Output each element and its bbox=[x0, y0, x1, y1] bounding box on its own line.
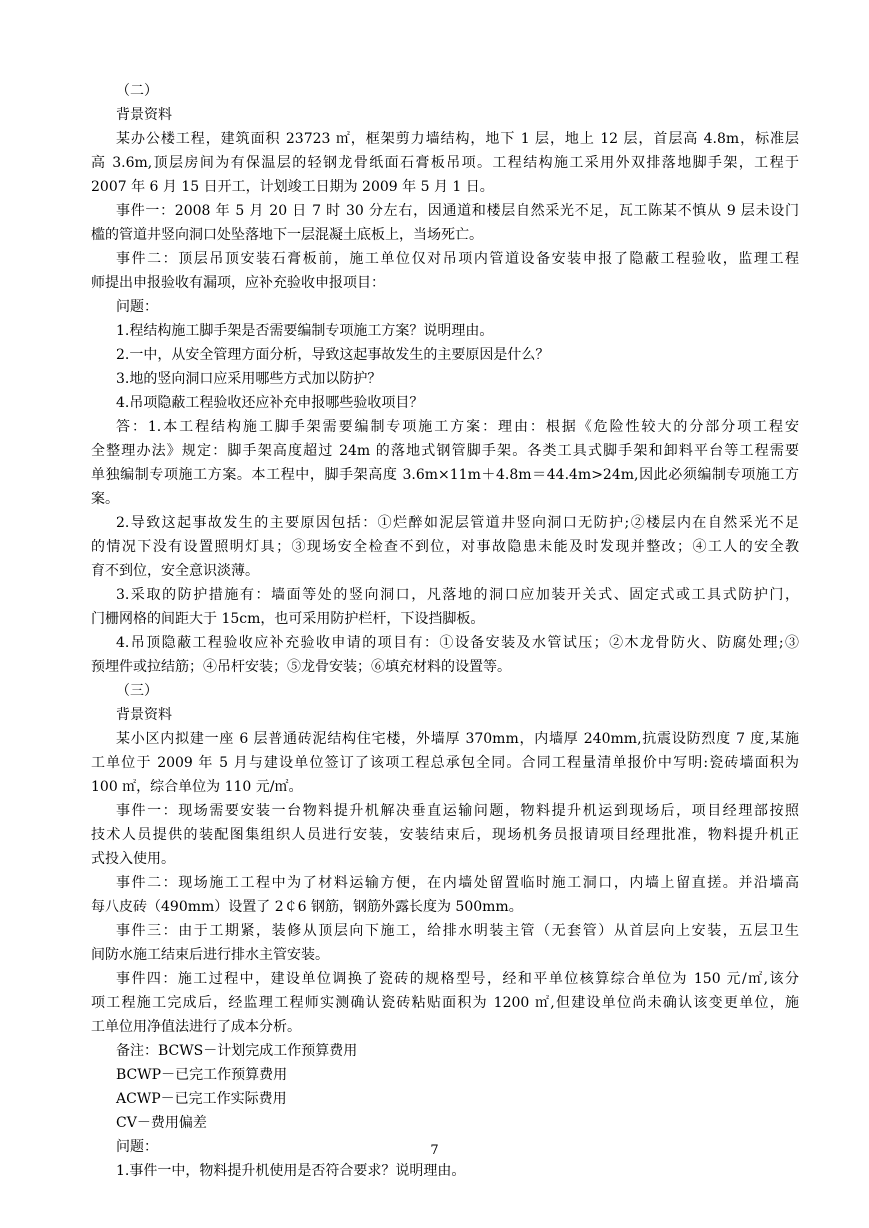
section-heading-3: （三） bbox=[116, 683, 158, 699]
section-heading-2: （二） bbox=[116, 83, 158, 99]
answer-line: 育不到位，安全意识淡薄。 bbox=[91, 563, 259, 579]
subheading-background: 背景资料 bbox=[116, 107, 172, 123]
note-line: BCWP－已完工作预算费用 bbox=[116, 1067, 288, 1083]
question-item: 2.一中，从安全管理方面分析，导致这起事故发生的主要原因是什么？ bbox=[116, 347, 550, 363]
answer-line: 案。 bbox=[91, 491, 119, 507]
answer-line: 4.吊顶隐蔽工程验收应补充验收申请的项目有：①设备安装及水管试压；②木龙骨防火、防腐处理;③ bbox=[116, 635, 799, 651]
paragraph-line: 师提出申报验收有漏项，应补充验收申报项目： bbox=[91, 275, 385, 291]
paragraph-line: 每八皮砖（490mm）设置了 2￠6 钢筋，钢筋外露长度为 500mm。 bbox=[91, 899, 523, 915]
answer-line: 单独编制专项施工方案。本工程中，脚手架高度 3.6m×11m＋4.8m＝44.4m>24m,因此必须编制专项施工方 bbox=[91, 467, 799, 483]
paragraph-line: 式投入使用。 bbox=[91, 851, 175, 867]
note-line: 备注：BCWS－计划完成工作预算费用 bbox=[116, 1043, 358, 1059]
answer-line: 的情况下没有设置照明灯具；③现场安全检查不到位，对事故隐患未能及时发现并整改；④工人的安全教 bbox=[91, 539, 799, 555]
answer-line: 预埋件或拉结筋；④吊杆安装；⑤龙骨安装；⑥填充材料的设置等。 bbox=[91, 659, 511, 675]
answer-line: 全整理办法》规定：脚手架高度超过 24m 的落地式钢管脚手架。各类工具式脚手架和卸料平台等工程需要 bbox=[91, 443, 799, 459]
paragraph-line: 事件一：2008 年 5 月 20 日 7 时 30 分左右，因通道和楼层自然采光不足，瓦工陈某不慎从 9 层未设门 bbox=[116, 203, 799, 219]
paragraph-line: 100 ㎡，综合单位为 110 元/㎡。 bbox=[91, 779, 303, 795]
answer-line: 3.采取的防护措施有：墙面等处的竖向洞口，凡落地的洞口应加装开关式、固定式或工具式防护门， bbox=[116, 587, 799, 603]
question-item: 1.程结构施工脚手架是否需要编制专项施工方案？说明理由。 bbox=[116, 323, 494, 339]
paragraph-line: 事件四：施工过程中，建设单位调换了瓷砖的规格型号，经和平单位核算综合单位为 150 元/㎡,该分 bbox=[116, 971, 799, 987]
answer-line: 答：1.本工程结构施工脚手架需要编制专项施工方案：理由：根据《危险性较大的分部分项工程安 bbox=[116, 419, 799, 435]
paragraph-line: 间防水施工结束后进行排水主管安装。 bbox=[91, 947, 329, 963]
page-number: 7 bbox=[430, 1143, 439, 1158]
paragraph-line: 2007 年 6 月 15 日开工，计划竣工日期为 2009 年 5 月 1 日。 bbox=[91, 179, 494, 195]
paragraph-line: 高 3.6m,顶层房间为有保温层的轻钢龙骨纸面石膏板吊项。工程结构施工采用外双排落地脚手架，工程于 bbox=[91, 155, 799, 171]
document-body bbox=[91, 79, 799, 1183]
paragraph-line: 事件三：由于工期紧，装修从顶层向下施工，给排水明装主管（无套管）从首层向上安装，五层卫生 bbox=[116, 923, 799, 939]
paragraph-line: 某小区内拟建一座 6 层普通砖泥结构住宅楼，外墙厚 370mm，内墙厚 240mm,抗震设防烈度 7 度,某施 bbox=[116, 731, 799, 747]
note-line: CV－费用偏差 bbox=[116, 1115, 207, 1131]
paragraph-line: 事件二：顶层吊顶安装石膏板前，施工单位仅对吊项内管道设备安装申报了隐蔽工程验收，监理工程 bbox=[116, 251, 799, 267]
question-item: 1.事件一中，物料提升机使用是否符合要求？说明理由。 bbox=[116, 1163, 466, 1179]
answer-line: 2.导致这起事故发生的主要原因包括：①烂醉如泥层管道井竖向洞口无防护;②楼层内在自然采光不足 bbox=[116, 515, 799, 531]
questions-label: 问题： bbox=[116, 1139, 158, 1155]
paragraph-line: 事件一：现场需要安装一台物料提升机解决垂直运输问题，物料提升机运到现场后，项目经理部按照 bbox=[116, 803, 799, 819]
paragraph-line: 某办公楼工程，建筑面积 23723 ㎡，框架剪力墙结构，地下 1 层，地上 12 层，首层高 4.8m，标准层 bbox=[116, 131, 799, 147]
answer-line: 门栅网格的间距大于 15cm，也可采用防护栏杆，下设挡脚板。 bbox=[91, 611, 485, 627]
paragraph-line: 工单位于 2009 年 5 月与建设单位签订了该项工程总承包全同。合同工程量清单报价中写明:瓷砖墙面积为 bbox=[91, 755, 799, 771]
question-item: 4.吊项隐蔽工程验收还应补充申报哪些验收项目？ bbox=[116, 395, 424, 411]
paragraph-line: 工单位用净值法进行了成本分析。 bbox=[91, 1019, 301, 1035]
paragraph-line: 事件二：现场施工工程中为了材料运输方便，在内墙处留置临时施工洞口，内墙上留直搓。并沿墙高 bbox=[116, 875, 799, 891]
paragraph-line: 项工程施工完成后，经监理工程师实测确认瓷砖粘贴面积为 1200 ㎡,但建设单位尚未确认该变更单位，施 bbox=[91, 995, 799, 1011]
questions-label: 问题： bbox=[116, 299, 158, 315]
note-line: ACWP－已完工作实际费用 bbox=[116, 1091, 287, 1107]
subheading-background: 背景资料 bbox=[116, 707, 172, 723]
paragraph-line: 技术人员提供的装配图集组织人员进行安装，安装结束后，现场机务员报请项目经理批准，物料提升机正 bbox=[91, 827, 799, 843]
paragraph-line: 槛的管道井竖向洞口处坠落地下一层混凝土底板上，当场死亡。 bbox=[91, 227, 483, 243]
question-item: 3.地的竖向洞口应采用哪些方式加以防护？ bbox=[116, 371, 382, 387]
